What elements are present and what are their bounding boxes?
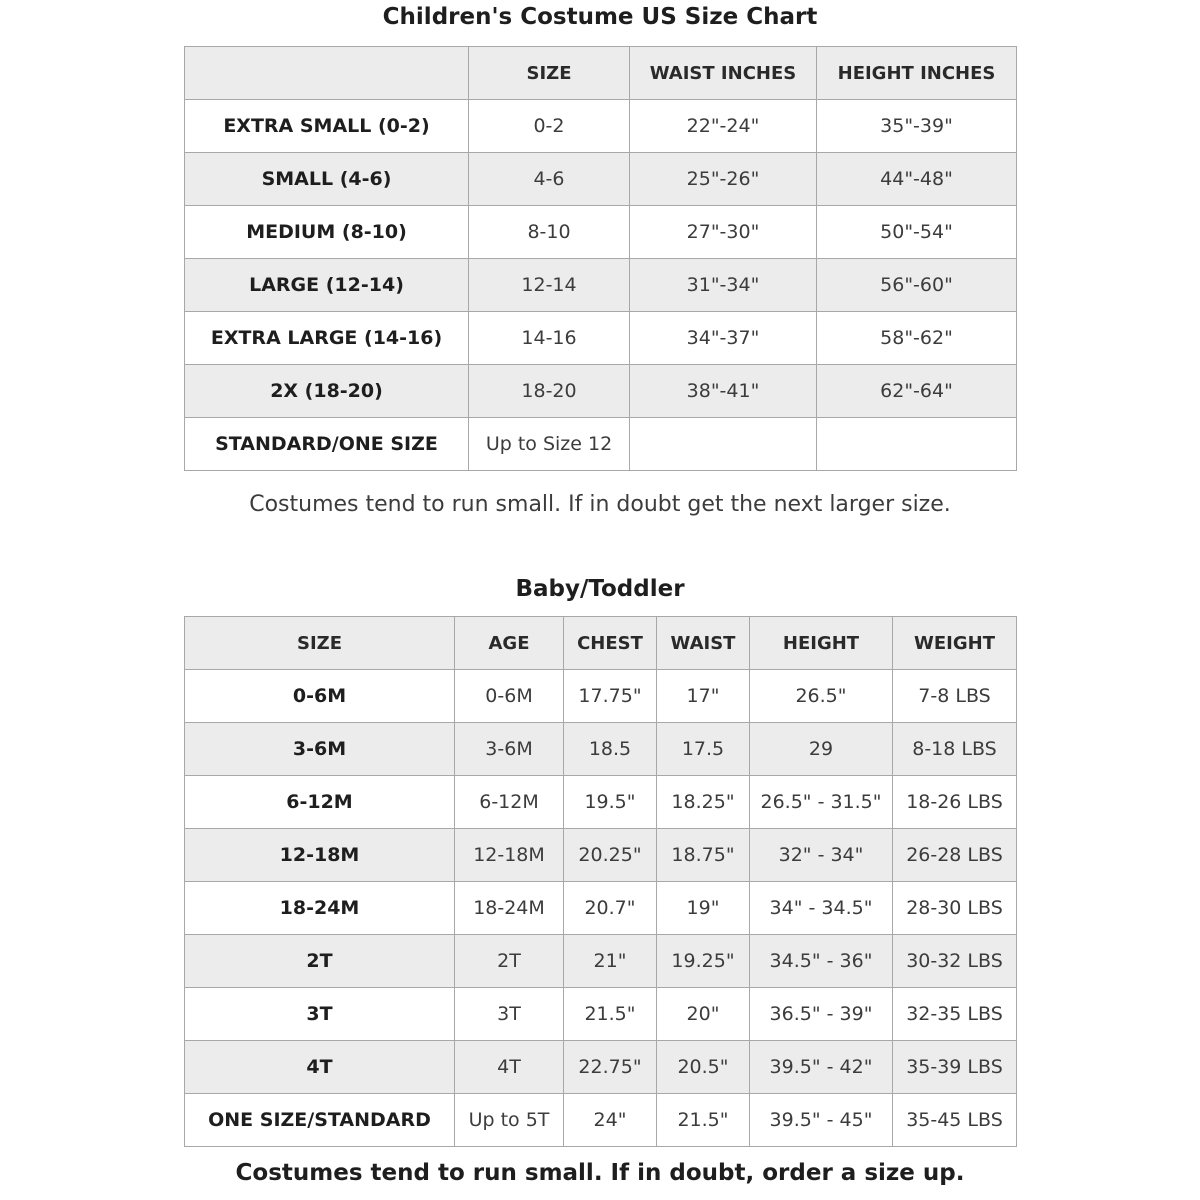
chest-cell: 18.5 bbox=[564, 723, 657, 776]
waist-cell: 22"-24" bbox=[630, 100, 817, 153]
size-cell: Up to Size 12 bbox=[469, 418, 630, 471]
header-cell-height: HEIGHT bbox=[750, 617, 893, 670]
table-header-row bbox=[185, 47, 1017, 100]
chest-cell: 24" bbox=[564, 1094, 657, 1147]
header-cell-chest: CHEST bbox=[564, 617, 657, 670]
height-cell: 35"-39" bbox=[817, 100, 1017, 153]
chest-cell: 22.75" bbox=[564, 1041, 657, 1094]
age-cell: 0-6M bbox=[455, 670, 564, 723]
table-row bbox=[185, 1094, 1017, 1147]
header-cell-blank bbox=[185, 47, 469, 100]
age-cell: Up to 5T bbox=[455, 1094, 564, 1147]
chest-cell: 21" bbox=[564, 935, 657, 988]
table-row bbox=[185, 418, 1017, 471]
table-row bbox=[185, 259, 1017, 312]
height-cell: 44"-48" bbox=[817, 153, 1017, 206]
header-cell-size: SIZE bbox=[469, 47, 630, 100]
chest-cell: 20.25" bbox=[564, 829, 657, 882]
age-cell: 3-6M bbox=[455, 723, 564, 776]
height-cell bbox=[817, 418, 1017, 471]
children-chart-note: Costumes tend to run small. If in doubt get the next larger size. bbox=[249, 492, 951, 517]
header-cell-waist: WAIST INCHES bbox=[630, 47, 817, 100]
size-label-cell: MEDIUM (8-10) bbox=[185, 206, 469, 259]
weight-cell: 30-32 LBS bbox=[893, 935, 1017, 988]
waist-cell: 25"-26" bbox=[630, 153, 817, 206]
table-row bbox=[185, 882, 1017, 935]
size-label-cell: 3-6M bbox=[185, 723, 455, 776]
chest-cell: 21.5" bbox=[564, 988, 657, 1041]
table-row bbox=[185, 670, 1017, 723]
size-label-cell: 6-12M bbox=[185, 776, 455, 829]
header-cell-waist: WAIST bbox=[657, 617, 750, 670]
height-cell: 26.5" - 31.5" bbox=[750, 776, 893, 829]
waist-cell: 31"-34" bbox=[630, 259, 817, 312]
size-label-cell: EXTRA SMALL (0-2) bbox=[185, 100, 469, 153]
waist-cell: 20" bbox=[657, 988, 750, 1041]
waist-cell: 38"-41" bbox=[630, 365, 817, 418]
size-label-cell: 4T bbox=[185, 1041, 455, 1094]
size-label-cell: 0-6M bbox=[185, 670, 455, 723]
toddler-chart-note: Costumes tend to run small. If in doubt, order a size up. bbox=[235, 1160, 965, 1186]
waist-cell: 19" bbox=[657, 882, 750, 935]
waist-cell: 19.25" bbox=[657, 935, 750, 988]
chest-cell: 20.7" bbox=[564, 882, 657, 935]
children-size-table bbox=[184, 46, 1017, 471]
waist-cell: 34"-37" bbox=[630, 312, 817, 365]
weight-cell: 7-8 LBS bbox=[893, 670, 1017, 723]
height-cell: 34.5" - 36" bbox=[750, 935, 893, 988]
waist-cell: 17" bbox=[657, 670, 750, 723]
size-cell: 14-16 bbox=[469, 312, 630, 365]
weight-cell: 35-39 LBS bbox=[893, 1041, 1017, 1094]
size-label-cell: 12-18M bbox=[185, 829, 455, 882]
weight-cell: 28-30 LBS bbox=[893, 882, 1017, 935]
weight-cell: 35-45 LBS bbox=[893, 1094, 1017, 1147]
table-row bbox=[185, 935, 1017, 988]
height-cell: 29 bbox=[750, 723, 893, 776]
header-cell-age: AGE bbox=[455, 617, 564, 670]
weight-cell: 18-26 LBS bbox=[893, 776, 1017, 829]
toddler-size-table bbox=[184, 616, 1017, 1147]
table-row bbox=[185, 1041, 1017, 1094]
size-label-cell: 3T bbox=[185, 988, 455, 1041]
table-row bbox=[185, 365, 1017, 418]
header-cell-weight: WEIGHT bbox=[893, 617, 1017, 670]
waist-cell: 17.5 bbox=[657, 723, 750, 776]
age-cell: 4T bbox=[455, 1041, 564, 1094]
waist-cell bbox=[630, 418, 817, 471]
table-row bbox=[185, 312, 1017, 365]
waist-cell: 20.5" bbox=[657, 1041, 750, 1094]
chest-cell: 17.75" bbox=[564, 670, 657, 723]
waist-cell: 18.75" bbox=[657, 829, 750, 882]
table-row bbox=[185, 723, 1017, 776]
age-cell: 18-24M bbox=[455, 882, 564, 935]
table-header-row bbox=[185, 617, 1017, 670]
age-cell: 12-18M bbox=[455, 829, 564, 882]
header-cell-height: HEIGHT INCHES bbox=[817, 47, 1017, 100]
weight-cell: 26-28 LBS bbox=[893, 829, 1017, 882]
height-cell: 39.5" - 45" bbox=[750, 1094, 893, 1147]
weight-cell: 32-35 LBS bbox=[893, 988, 1017, 1041]
height-cell: 62"-64" bbox=[817, 365, 1017, 418]
size-label-cell: 18-24M bbox=[185, 882, 455, 935]
height-cell: 39.5" - 42" bbox=[750, 1041, 893, 1094]
height-cell: 32" - 34" bbox=[750, 829, 893, 882]
children-chart-title: Children's Costume US Size Chart bbox=[382, 4, 818, 30]
height-cell: 34" - 34.5" bbox=[750, 882, 893, 935]
height-cell: 36.5" - 39" bbox=[750, 988, 893, 1041]
size-cell: 12-14 bbox=[469, 259, 630, 312]
toddler-chart-title: Baby/Toddler bbox=[515, 576, 685, 602]
header-cell-size: SIZE bbox=[185, 617, 455, 670]
height-cell: 56"-60" bbox=[817, 259, 1017, 312]
chest-cell: 19.5" bbox=[564, 776, 657, 829]
age-cell: 6-12M bbox=[455, 776, 564, 829]
age-cell: 2T bbox=[455, 935, 564, 988]
table-row bbox=[185, 206, 1017, 259]
table-row bbox=[185, 776, 1017, 829]
size-cell: 4-6 bbox=[469, 153, 630, 206]
weight-cell: 8-18 LBS bbox=[893, 723, 1017, 776]
size-label-cell: ONE SIZE/STANDARD bbox=[185, 1094, 455, 1147]
table-row bbox=[185, 153, 1017, 206]
waist-cell: 21.5" bbox=[657, 1094, 750, 1147]
height-cell: 26.5" bbox=[750, 670, 893, 723]
table-row bbox=[185, 100, 1017, 153]
table-row bbox=[185, 988, 1017, 1041]
size-cell: 0-2 bbox=[469, 100, 630, 153]
size-label-cell: STANDARD/ONE SIZE bbox=[185, 418, 469, 471]
size-cell: 8-10 bbox=[469, 206, 630, 259]
height-cell: 50"-54" bbox=[817, 206, 1017, 259]
table-row bbox=[185, 829, 1017, 882]
height-cell: 58"-62" bbox=[817, 312, 1017, 365]
size-label-cell: LARGE (12-14) bbox=[185, 259, 469, 312]
age-cell: 3T bbox=[455, 988, 564, 1041]
waist-cell: 27"-30" bbox=[630, 206, 817, 259]
waist-cell: 18.25" bbox=[657, 776, 750, 829]
size-label-cell: 2X (18-20) bbox=[185, 365, 469, 418]
size-cell: 18-20 bbox=[469, 365, 630, 418]
size-label-cell: EXTRA LARGE (14-16) bbox=[185, 312, 469, 365]
size-label-cell: SMALL (4-6) bbox=[185, 153, 469, 206]
size-label-cell: 2T bbox=[185, 935, 455, 988]
